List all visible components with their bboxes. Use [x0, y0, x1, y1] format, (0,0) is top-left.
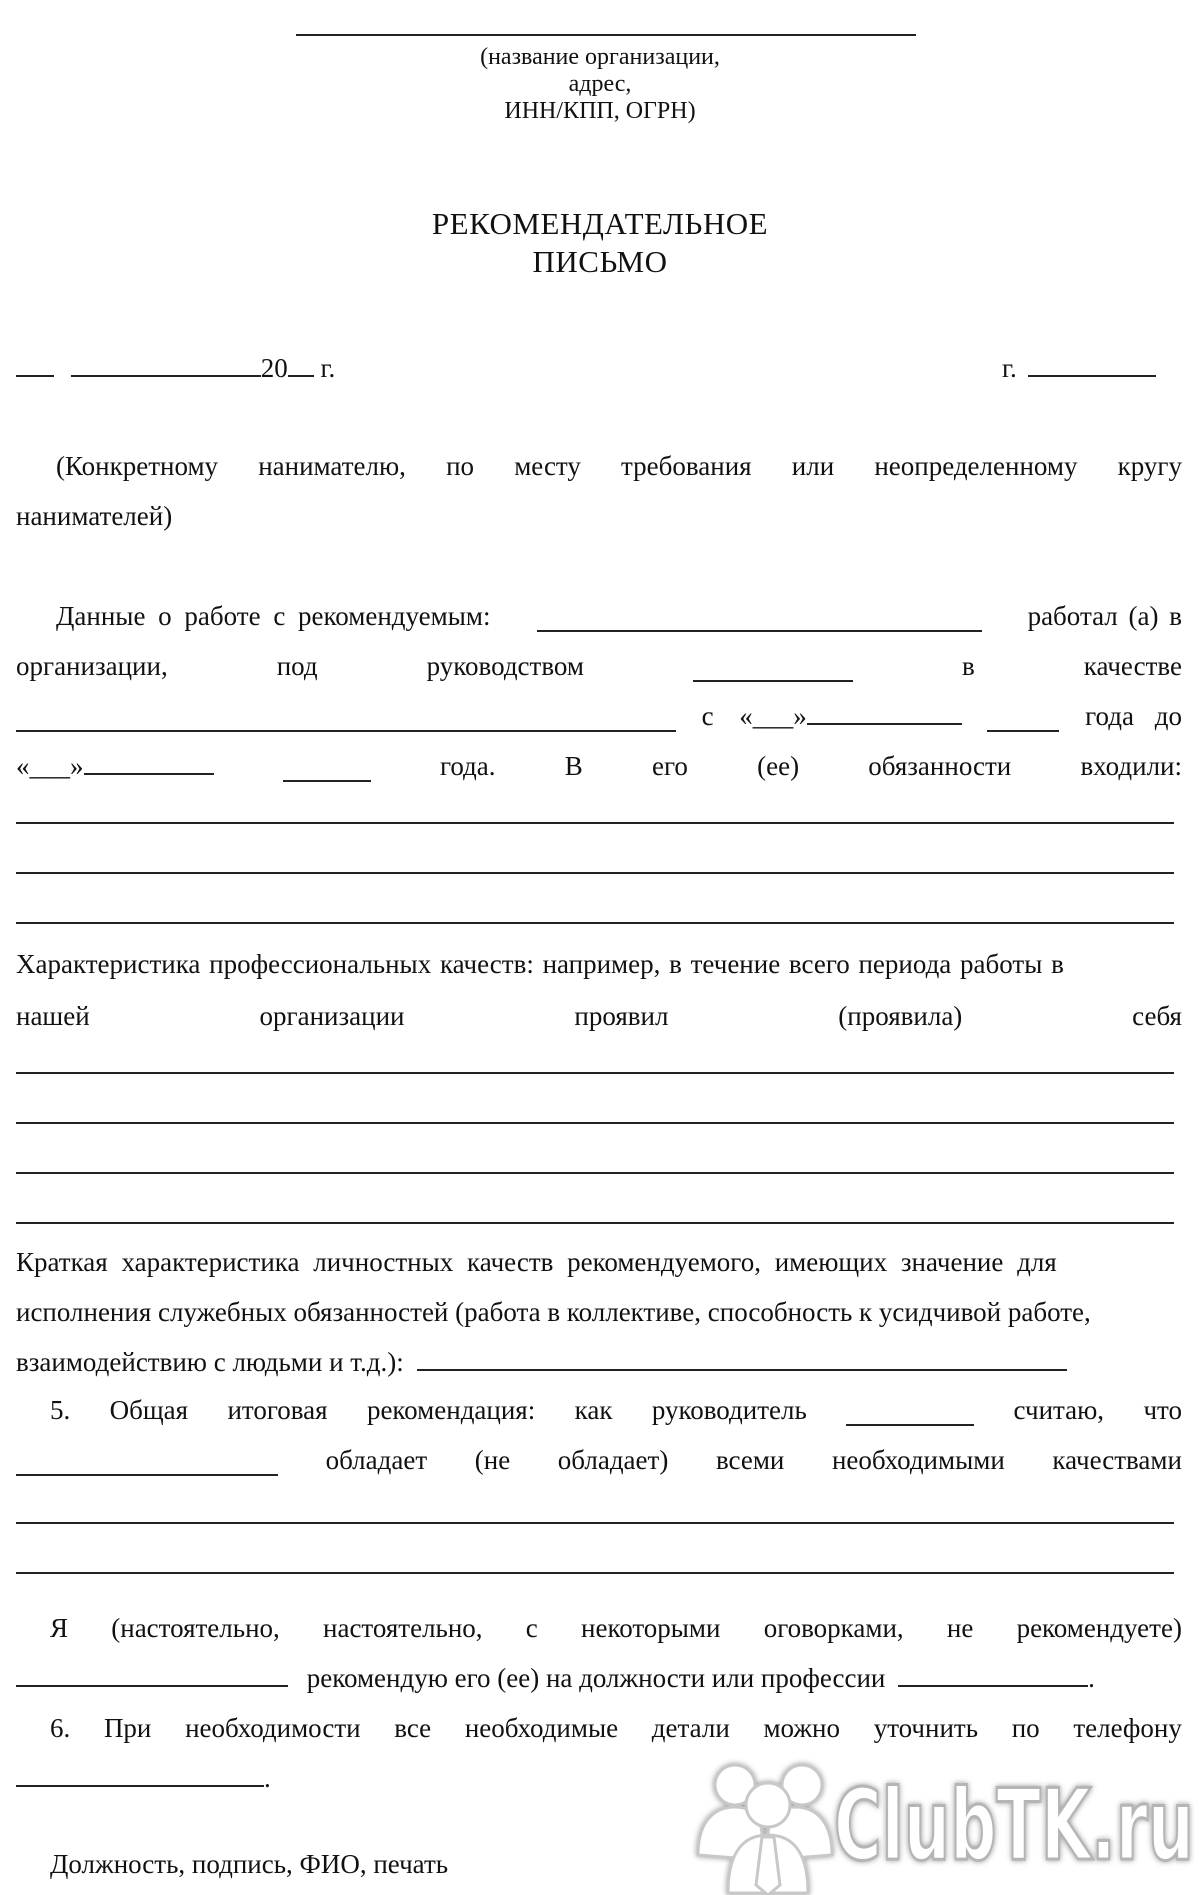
- end-day[interactable]: «___»: [16, 751, 84, 781]
- word: руководитель: [651, 1395, 807, 1425]
- personal-line3: [16, 1346, 1067, 1378]
- word: (проявила): [838, 1001, 963, 1031]
- word: с: [701, 701, 714, 731]
- word: 6.: [50, 1713, 71, 1743]
- manager-title-blank[interactable]: [846, 1402, 974, 1426]
- word: можно: [763, 1713, 840, 1743]
- end-month-blank[interactable]: [84, 751, 214, 775]
- title-line1: РЕКОМЕНДАТЕЛЬНОЕ: [431, 206, 769, 241]
- word: рекомендуете): [1016, 1613, 1182, 1643]
- item6-line1: [50, 1712, 1182, 1744]
- word: в: [961, 651, 975, 681]
- word: обязанности: [868, 751, 1012, 781]
- item6-line2: [16, 1762, 271, 1794]
- word: по: [446, 451, 475, 481]
- recommend-line2: [16, 1662, 1095, 1694]
- work-data-line2: [16, 650, 1182, 682]
- word: кругу: [1117, 451, 1182, 481]
- word: уточнить: [873, 1713, 979, 1743]
- word: некоторыми: [581, 1613, 721, 1643]
- word: месту: [514, 451, 581, 481]
- recommend-end: .: [1088, 1663, 1095, 1693]
- qualities-blank-2[interactable]: [16, 1572, 1174, 1574]
- start-day[interactable]: «___»: [739, 701, 807, 731]
- phone-blank[interactable]: [16, 1763, 264, 1787]
- word: телефону: [1073, 1713, 1182, 1743]
- word: При: [103, 1713, 152, 1743]
- work-data-line1: [56, 600, 1182, 632]
- professional-blank-4[interactable]: [16, 1222, 1174, 1224]
- word: (не: [474, 1445, 511, 1475]
- word: проявил: [574, 1001, 669, 1031]
- word: его: [652, 751, 688, 781]
- word: себя: [1132, 1001, 1182, 1031]
- day-blank[interactable]: [16, 353, 54, 377]
- word: необходимыми: [831, 1445, 1005, 1475]
- word: руководством: [426, 651, 584, 681]
- work-data-prefix: Данные о работе с рекомендуемым:: [56, 601, 491, 631]
- month-blank[interactable]: [71, 353, 261, 377]
- title-line2: ПИСЬМО: [532, 244, 668, 279]
- year-blank[interactable]: [288, 353, 314, 377]
- word: не: [946, 1613, 974, 1643]
- org-hint-line2: адрес,: [568, 71, 632, 97]
- end-year-blank[interactable]: [283, 758, 371, 782]
- word: всеми: [715, 1445, 785, 1475]
- word: Общая: [109, 1395, 189, 1425]
- duties-blank-2[interactable]: [16, 872, 1174, 874]
- start-month-blank[interactable]: [807, 701, 962, 725]
- organization-hint: [300, 44, 900, 125]
- recommend-middle: рекомендую его (ее) на должности или профессии: [306, 1663, 886, 1693]
- word: необходимые: [464, 1713, 619, 1743]
- duties-blank-1[interactable]: [16, 822, 1174, 824]
- word: по: [1011, 1713, 1040, 1743]
- word: под: [276, 651, 318, 681]
- work-data-line3: [16, 700, 1182, 732]
- item5-line1: [50, 1394, 1182, 1426]
- personal-line3-text: взаимодействию с людьми и т.д.):: [16, 1347, 404, 1377]
- word: рекомендация:: [366, 1395, 536, 1425]
- city-prefix: г.: [1002, 353, 1017, 383]
- employee-name-blank[interactable]: [537, 608, 982, 632]
- professional-blank-1[interactable]: [16, 1072, 1174, 1074]
- organization-blank: [296, 34, 916, 36]
- addressee-line1: [56, 450, 1182, 482]
- word: 5.: [50, 1395, 71, 1425]
- word: обладает: [325, 1445, 428, 1475]
- word: оговорками,: [763, 1613, 904, 1643]
- word: Я: [50, 1613, 69, 1643]
- word: итоговая: [227, 1395, 328, 1425]
- people-group-icon: [690, 1745, 840, 1895]
- date-field: [16, 352, 335, 384]
- word: нашей: [16, 1001, 90, 1031]
- profession-blank[interactable]: [898, 1663, 1088, 1687]
- word: (ее): [757, 751, 800, 781]
- qualities-blank-1[interactable]: [16, 1522, 1174, 1524]
- word: (Конкретному: [56, 451, 219, 481]
- word: (настоятельно,: [111, 1613, 280, 1643]
- word: года до: [1085, 701, 1182, 731]
- word: организации,: [16, 651, 168, 681]
- word: неопределенному: [874, 451, 1078, 481]
- word: качествами: [1052, 1445, 1182, 1475]
- word: что: [1143, 1395, 1182, 1425]
- word: все: [394, 1713, 432, 1743]
- word: настоятельно,: [323, 1613, 483, 1643]
- personal-line1: Краткая характеристика личностных качеств рекомендуемого, имеющих значение для: [16, 1247, 1057, 1277]
- year-suffix: г.: [320, 353, 336, 383]
- professional-blank-3[interactable]: [16, 1172, 1174, 1174]
- word: года.: [439, 751, 496, 781]
- professional-blank-2[interactable]: [16, 1122, 1174, 1124]
- city-blank[interactable]: [1028, 353, 1156, 377]
- year-prefix: 20: [260, 353, 288, 383]
- duties-blank-3[interactable]: [16, 922, 1174, 924]
- addressee-line2: нанимателей): [16, 501, 173, 531]
- clubtk-watermark: [690, 1745, 1195, 1885]
- word: детали: [651, 1713, 730, 1743]
- word: с: [525, 1613, 538, 1643]
- personal-line2: исполнения служебных обязанностей (работа в коллективе, способность к усидчивой работе,: [16, 1297, 1091, 1327]
- org-hint-line3: ИНН/КПП, ОГРН): [504, 98, 696, 124]
- personal-blank[interactable]: [417, 1347, 1067, 1371]
- document-title: [300, 205, 900, 281]
- worked-in-label: работал (а) в: [1027, 601, 1182, 631]
- signature-label: Должность, подпись, ФИО, печать: [50, 1849, 449, 1879]
- watermark-text: [830, 1755, 1200, 1885]
- word: входили:: [1080, 751, 1182, 781]
- word: необходимости: [185, 1713, 361, 1743]
- word: обладает): [557, 1445, 669, 1475]
- word: В: [564, 751, 583, 781]
- position-blank[interactable]: [16, 708, 676, 732]
- candidate-blank[interactable]: [16, 1452, 278, 1476]
- city-field: [1002, 352, 1156, 384]
- professional-line2: [16, 1000, 1182, 1032]
- recommendation-level-blank[interactable]: [16, 1663, 288, 1687]
- word: как: [574, 1395, 613, 1425]
- svg-text:ClubTK.ru: ClubTK.ru: [834, 1769, 1194, 1883]
- phone-end: .: [264, 1763, 271, 1793]
- word: качестве: [1083, 651, 1182, 681]
- manager-blank[interactable]: [693, 658, 853, 682]
- word: или: [791, 451, 835, 481]
- word: нанимателю,: [258, 451, 406, 481]
- professional-line1: Характеристика профессиональных качеств: например, в течение всего периода работы в: [16, 949, 1064, 979]
- word: требования: [621, 451, 752, 481]
- recommend-line1: [50, 1612, 1182, 1644]
- start-year-blank[interactable]: [987, 708, 1059, 732]
- work-data-line4: [16, 750, 1182, 782]
- org-hint-line1: (название организации,: [480, 44, 720, 70]
- item5-line2: [16, 1444, 1182, 1476]
- word: организации: [259, 1001, 405, 1031]
- word: считаю,: [1013, 1395, 1105, 1425]
